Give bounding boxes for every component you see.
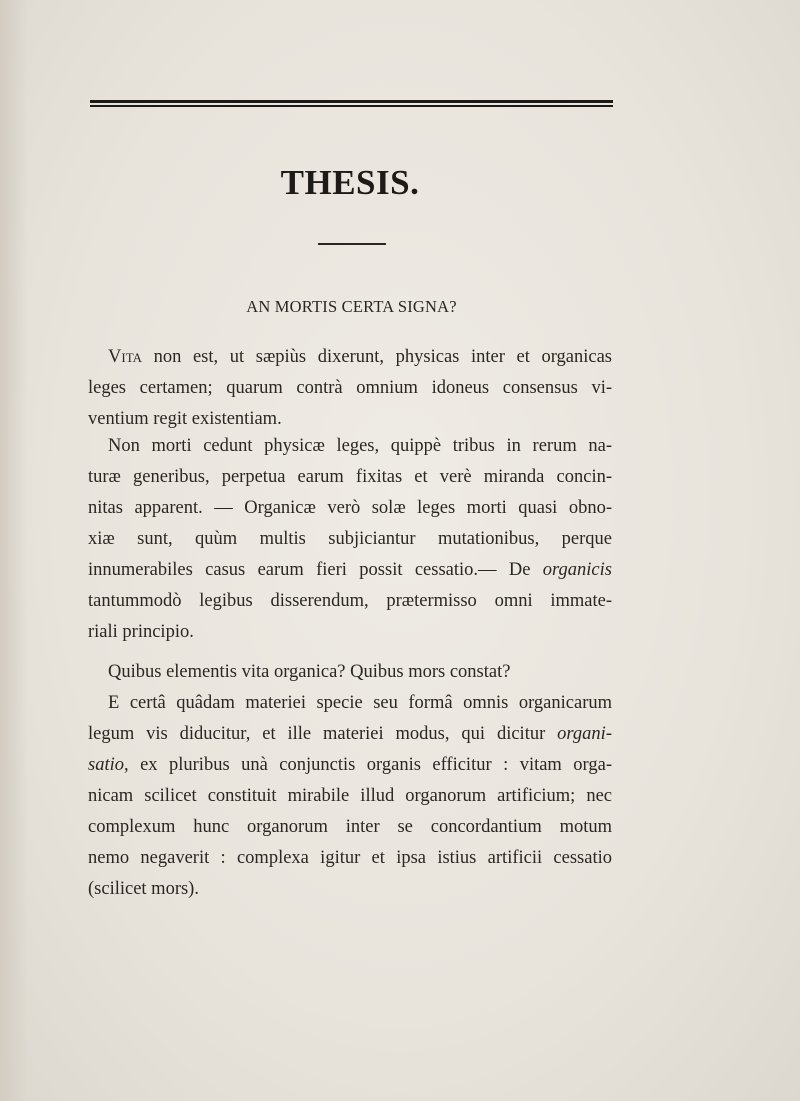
text-line xyxy=(88,342,612,373)
page-title: THESIS. xyxy=(280,163,420,202)
text-line xyxy=(88,431,612,462)
line-text: innumerabiles casus earum fieri possit cessatio.— De xyxy=(88,560,543,580)
text-line: tantummodò legibus disserendum, prætermisso omni immate- xyxy=(88,591,612,611)
italic-term: organicis xyxy=(542,560,612,580)
line-text: Non morti cedunt physicæ leges, quippè tribus in rerum na- xyxy=(108,436,612,456)
italic-term: organi- xyxy=(557,724,612,744)
paragraph-2 xyxy=(88,431,612,648)
title-divider xyxy=(318,243,386,245)
text-line xyxy=(88,688,612,719)
line-text: non est, ut sæpiùs dixerunt, physicas inter et organicas xyxy=(141,347,612,367)
line-text: legum vis diducitur, et ille materiei modus, qui dicitur xyxy=(88,724,558,744)
text-line: nicam scilicet constituit mirabile illud organorum artificium; nec xyxy=(88,786,612,806)
text-line: complexum hunc organorum inter se concordantium motum xyxy=(88,817,612,837)
italic-term: satio xyxy=(88,755,124,775)
text-line: xiæ sunt, quùm multis subjiciantur mutationibus, perque xyxy=(88,529,612,549)
header-double-rule xyxy=(90,100,613,107)
line-text: , ex pluribus unà conjunctis organis efficitur : vitam orga- xyxy=(123,755,612,775)
text-line: ventium regit existentiam. xyxy=(88,409,282,429)
text-line xyxy=(88,719,612,750)
paragraph-3 xyxy=(88,657,612,688)
line-text: Quibus elementis vita organica? Quibus mors constat? xyxy=(108,662,511,682)
section-subtitle: AN MORTIS CERTA SIGNA? xyxy=(246,297,457,316)
text-line: (scilicet mors). xyxy=(88,879,199,899)
text-line xyxy=(88,555,612,586)
text-line: leges certamen; quarum contrà omnium idoneus consensus vi- xyxy=(88,378,612,398)
text-line: riali principio. xyxy=(88,622,194,642)
text-line: nemo negaverit : complexa igitur et ipsa istius artificii cessatio xyxy=(88,848,612,868)
text-line: turæ generibus, perpetua earum fixitas et verè miranda concin- xyxy=(88,467,612,487)
lead-word: Vita xyxy=(108,347,142,367)
text-line xyxy=(88,750,612,781)
text-line: nitas apparent. — Organicæ verò solæ leges morti quasi obno- xyxy=(88,498,612,518)
text-line xyxy=(88,657,612,688)
paragraph-4 xyxy=(88,688,612,905)
paragraph-1 xyxy=(88,342,612,435)
line-text: E certâ quâdam materiei specie seu formâ omnis organicarum xyxy=(108,693,612,713)
